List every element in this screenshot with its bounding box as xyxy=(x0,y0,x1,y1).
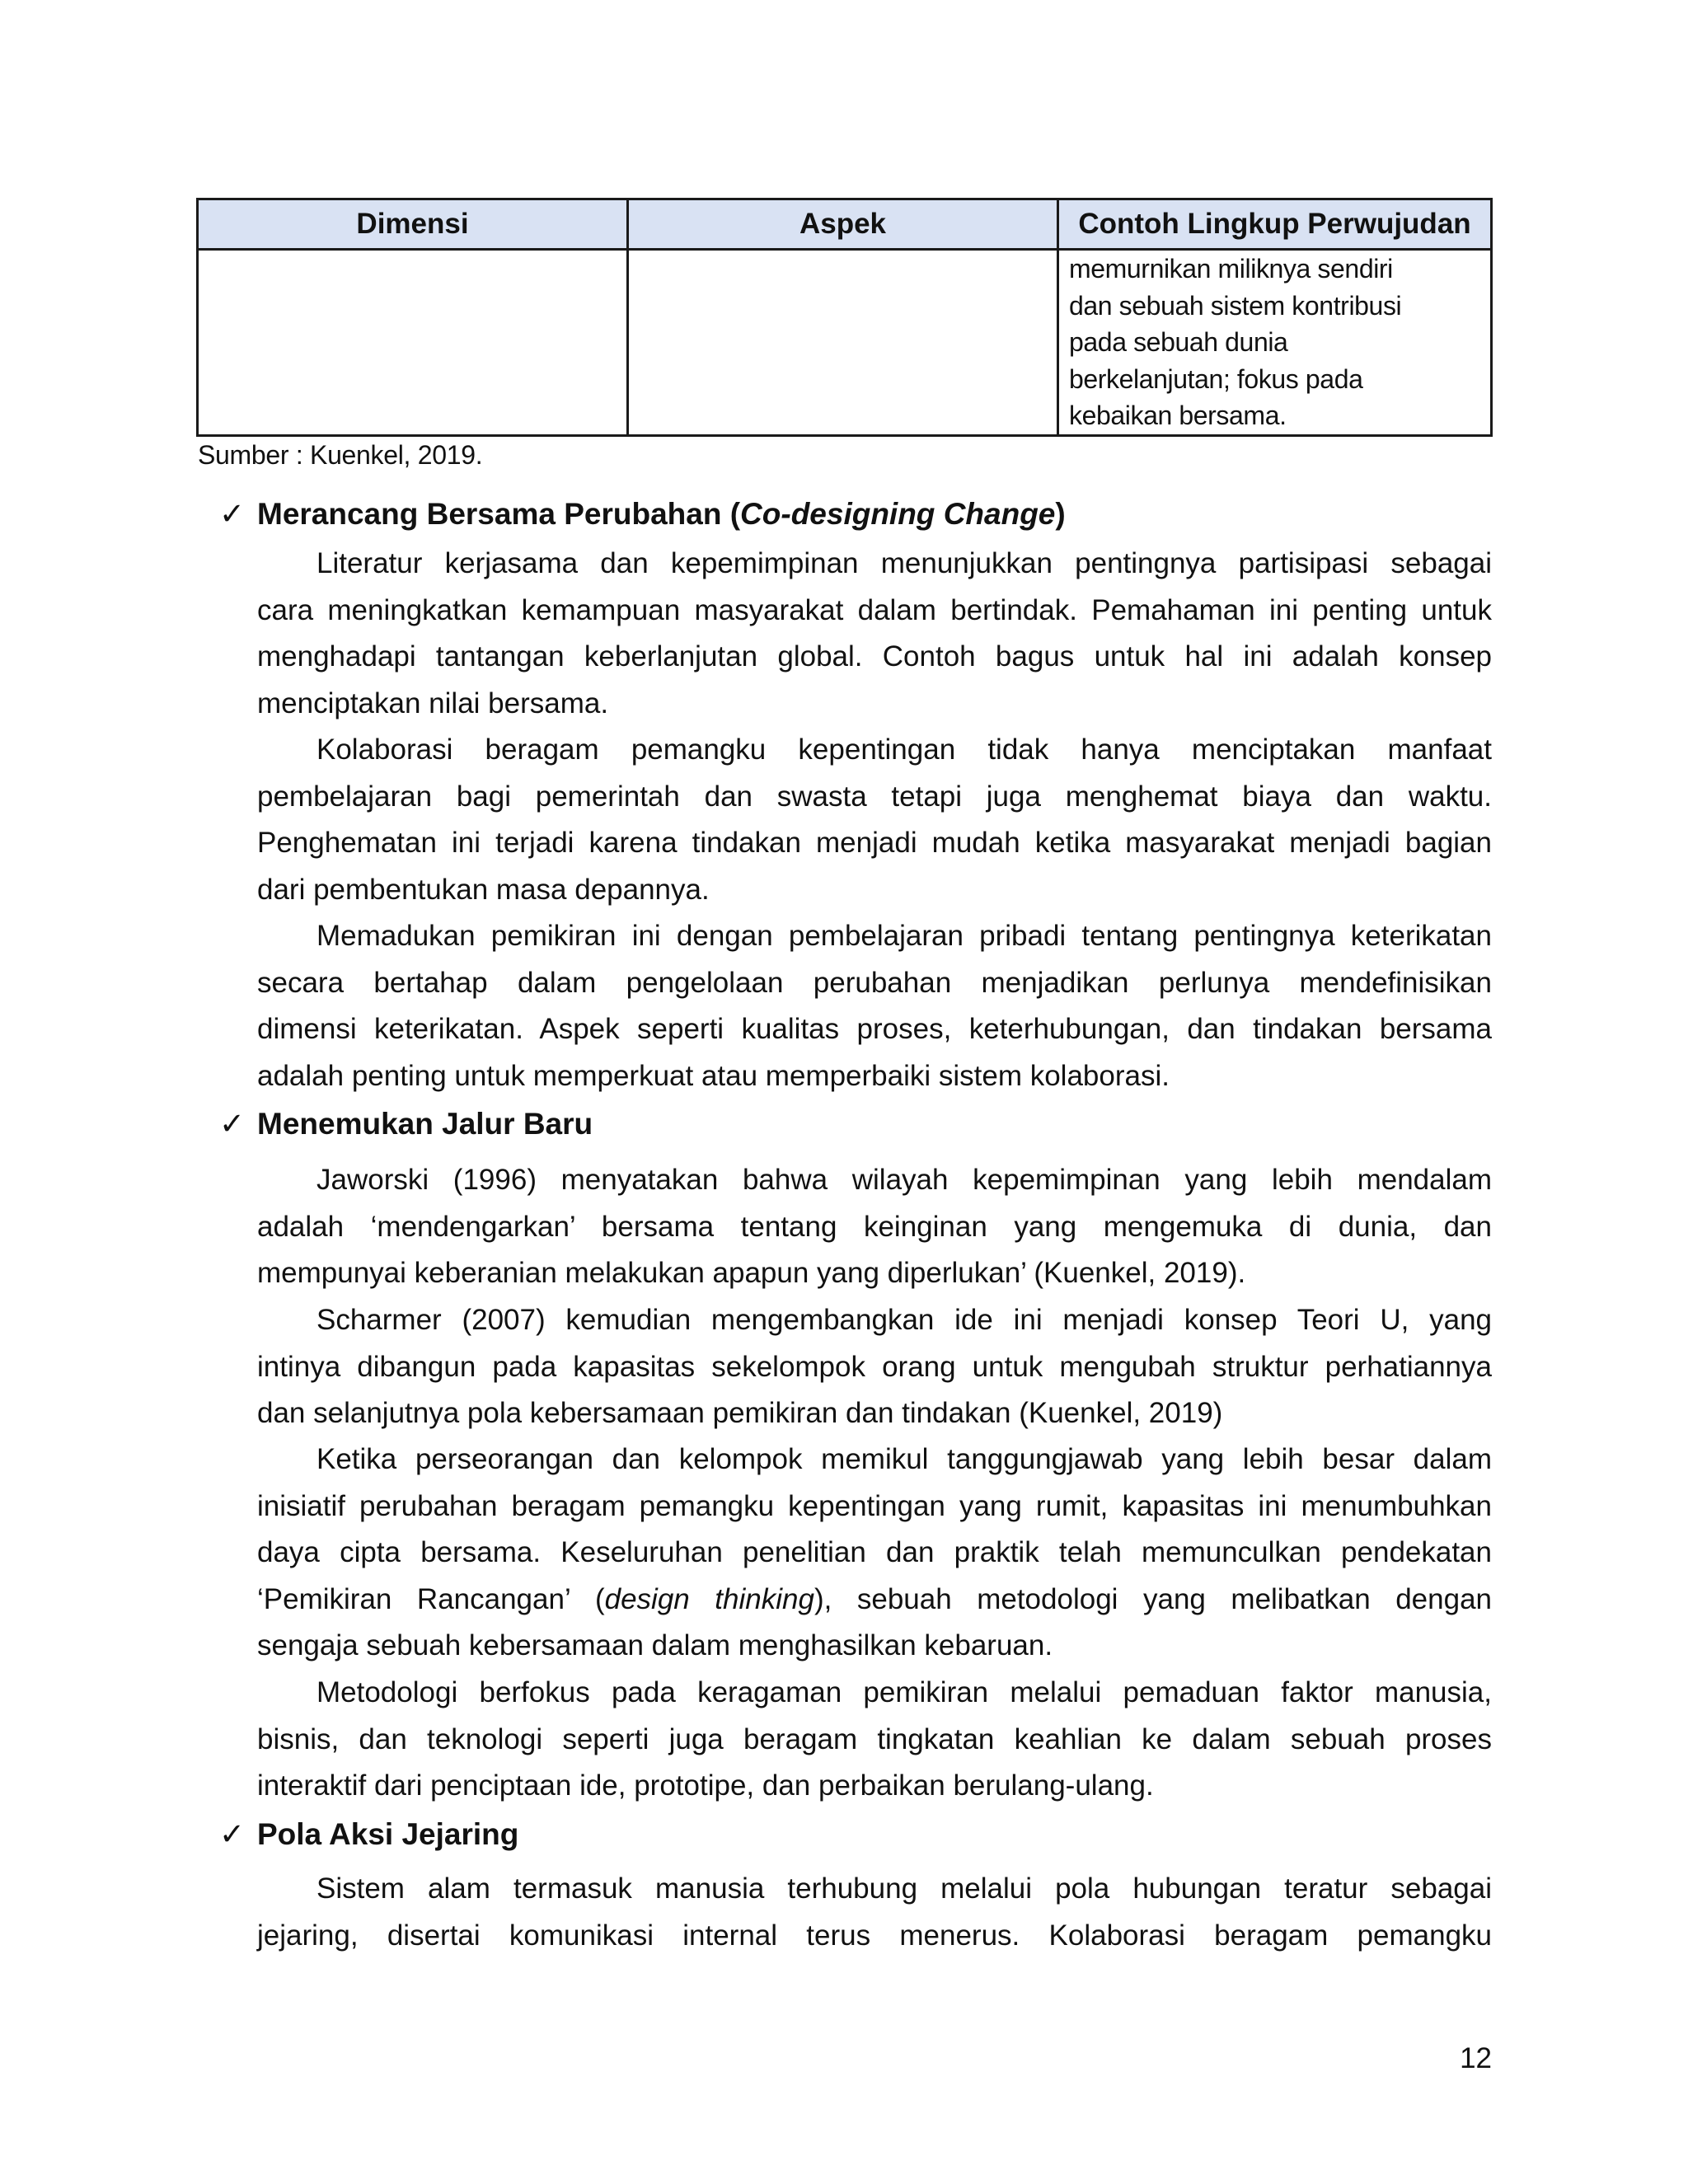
header-aspek: Aspek xyxy=(628,199,1058,250)
text-line: sengaja sebuah kebersamaan dalam menghasilkan kebaruan. xyxy=(257,1629,1053,1662)
paragraph xyxy=(257,541,1492,727)
page-number: 12 xyxy=(1460,2042,1492,2074)
text-line: Memadukan pemikiran ini dengan pembelajaran pribadi tentang pentingnya keterikatan xyxy=(316,920,1492,952)
heading-text: Merancang Bersama Perubahan ( xyxy=(257,497,741,531)
header-dimensi: Dimensi xyxy=(198,199,628,250)
dimension-table xyxy=(196,198,1493,437)
paragraph xyxy=(257,913,1492,1099)
cell-dimensi xyxy=(198,250,628,436)
cell-aspek xyxy=(628,250,1058,436)
heading-text: Pola Aksi Jejaring xyxy=(257,1817,519,1851)
table-header-row xyxy=(198,199,1492,250)
heading-text: ) xyxy=(1055,497,1066,531)
paragraph xyxy=(257,727,1492,913)
text-line: secara bertahap dalam pengelolaan perubahan menjadikan perlunya mendefinisikan xyxy=(257,966,1492,999)
text-line: Sistem alam termasuk manusia terhubung melalui pola hubungan teratur sebagai xyxy=(316,1872,1492,1905)
header-contoh: Contoh Lingkup Perwujudan xyxy=(1058,199,1492,250)
paragraph xyxy=(257,1436,1492,1670)
text-fragment: ‘Pemikiran Rancangan’ ( xyxy=(257,1582,605,1615)
paragraph xyxy=(257,1866,1492,1959)
text-line: mempunyai keberanian melakukan apapun yang diperlukan’ (Kuenkel, 2019). xyxy=(257,1257,1246,1290)
text-line: dimensi keterikatan. Aspek seperti kualitas proses, keterhubungan, dan tindakan bersama xyxy=(257,1013,1492,1046)
text-line: Jaworski (1996) menyatakan bahwa wilayah kepemimpinan yang lebih mendalam xyxy=(316,1164,1492,1196)
cell-text-line: pada sebuah dunia xyxy=(1069,327,1288,357)
text-line: dan selanjutnya pola kebersamaan pemikiran dan tindakan (Kuenkel, 2019) xyxy=(257,1397,1223,1430)
text-line: Scharmer (2007) kemudian mengembangkan ide ini menjadi konsep Teori U, yang xyxy=(316,1304,1492,1336)
text-line: daya cipta bersama. Keseluruhan penelitian dan praktik telah memunculkan pendekatan xyxy=(257,1536,1492,1569)
cell-text-line: kebaikan bersama. xyxy=(1069,401,1287,430)
text-line xyxy=(257,1577,1492,1624)
text-line: Penghematan ini terjadi karena tindakan menjadi mudah ketika masyarakat menjadi bagian xyxy=(257,827,1492,860)
table-row xyxy=(198,250,1492,436)
cell-text-line: memurnikan miliknya sendiri xyxy=(1069,254,1393,284)
text-line: menciptakan nilai bersama. xyxy=(257,687,609,719)
cell-contoh xyxy=(1058,250,1492,436)
cell-text-line: berkelanjutan; fokus pada xyxy=(1069,363,1363,394)
checkmark-icon: ✓ xyxy=(219,1107,246,1141)
text-line: inisiatif perubahan beragam pemangku kepentingan yang rumit, kapasitas ini menumbuhkan xyxy=(257,1489,1492,1522)
text-line: adalah penting untuk memperkuat atau memperbaiki sistem kolaborasi. xyxy=(257,1059,1170,1092)
text-line: Ketika perseorangan dan kelompok memikul tanggungjawab yang lebih besar dalam xyxy=(316,1443,1492,1475)
section-heading-co-designing xyxy=(219,494,1066,534)
text-line: cara meningkatkan kemampuan masyarakat dalam bertindak. Pemahaman ini penting untuk xyxy=(257,593,1492,626)
text-line: intinya dibangun pada kapasitas sekelompok orang untuk mengubah struktur perhatiannya xyxy=(257,1350,1492,1383)
text-line: bisnis, dan teknologi seperti juga beragam tingkatan keahlian ke dalam sebuah proses xyxy=(257,1722,1492,1755)
text-line: Literatur kerjasama dan kepemimpinan menunjukkan pentingnya partisipasi sebagai xyxy=(316,547,1492,579)
paragraph xyxy=(257,1297,1492,1437)
checkmark-icon: ✓ xyxy=(219,1817,246,1851)
section-heading-jalur-baru xyxy=(219,1104,593,1144)
section-heading-pola-aksi xyxy=(219,1815,518,1854)
text-line: menghadapi tantangan keberlanjutan global. Contoh bagus untuk hal ini adalah konsep xyxy=(257,640,1492,673)
text-fragment: ), sebuah metodologi yang melibatkan dengan xyxy=(814,1582,1492,1615)
table-source: Sumber : Kuenkel, 2019. xyxy=(198,440,483,470)
text-line: Metodologi berfokus pada keragaman pemikiran melalui pemaduan faktor manusia, xyxy=(316,1676,1492,1708)
text-line: jejaring, disertai komunikasi internal terus menerus. Kolaborasi beragam pemangku xyxy=(257,1919,1492,1952)
cell-text-line: dan sebuah sistem kontribusi xyxy=(1069,290,1402,321)
text-line: adalah ‘mendengarkan’ bersama tentang keinginan yang mengemuka di dunia, dan xyxy=(257,1210,1492,1243)
paragraph xyxy=(257,1670,1492,1810)
heading-text: Menemukan Jalur Baru xyxy=(257,1107,593,1141)
text-line: dari pembentukan masa depannya. xyxy=(257,873,710,906)
checkmark-icon: ✓ xyxy=(219,497,246,531)
paragraph xyxy=(257,1157,1492,1297)
text-fragment-italic: design thinking xyxy=(604,1582,814,1615)
text-line: interaktif dari penciptaan ide, prototipe, dan perbaikan berulang-ulang. xyxy=(257,1769,1154,1802)
text-line: pembelajaran bagi pemerintah dan swasta tetapi juga menghemat biaya dan waktu. xyxy=(257,780,1492,813)
heading-text-italic: Co-designing Change xyxy=(740,497,1056,531)
text-line: Kolaborasi beragam pemangku kepentingan tidak hanya menciptakan manfaat xyxy=(316,733,1492,766)
